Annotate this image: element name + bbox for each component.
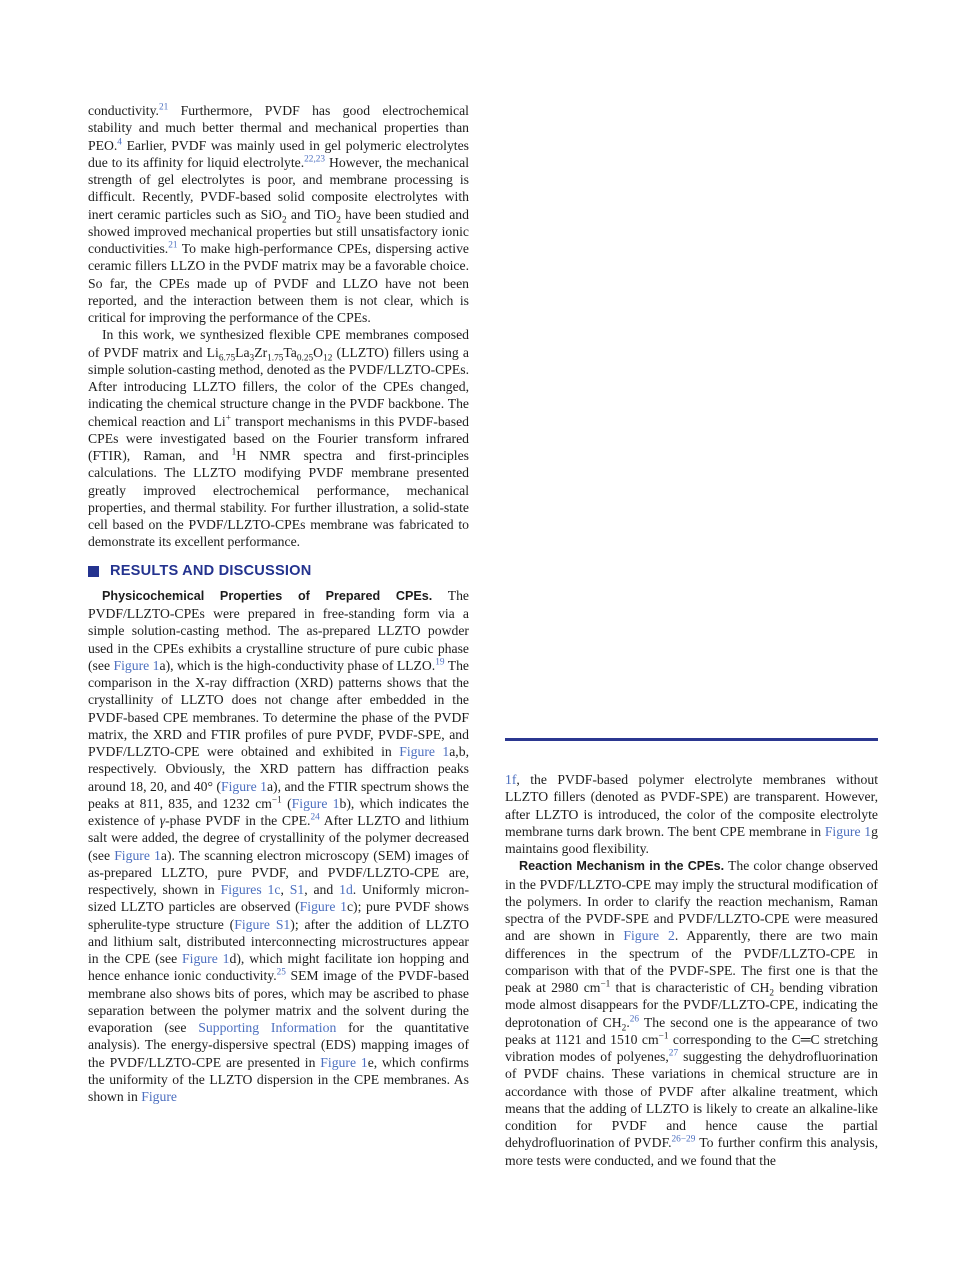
body-text: La bbox=[235, 344, 250, 360]
body-text: . bbox=[626, 1014, 630, 1030]
citation-link[interactable]: 22,23 bbox=[304, 154, 326, 165]
body-text: transport mechanisms in this PVDF-based CPEs were investigated based on the Fourier transform infrared (FTIR), Raman, and bbox=[88, 413, 469, 463]
body-text: c); pure PVDF shows spherulite-type structure ( bbox=[88, 899, 469, 932]
subscript: 2 bbox=[621, 1023, 627, 1034]
body-text: a), which is the high-conductivity phase of LLZO. bbox=[159, 657, 436, 673]
subscript: 2 bbox=[281, 215, 287, 226]
citation-link[interactable]: 21 bbox=[158, 102, 169, 113]
left-column bbox=[88, 102, 469, 1105]
paragraph bbox=[88, 326, 469, 550]
reference-link[interactable]: 1f bbox=[505, 772, 517, 787]
body-text: corresponding to the C═C stretching vibration modes of polyenes, bbox=[505, 1031, 878, 1064]
figure-placeholder-rule bbox=[505, 102, 878, 741]
left-column-intro-paragraphs bbox=[88, 102, 469, 551]
body-text: SEM image of the PVDF-based membrane also shows bits of pores, which may be ascribed to phase separation between the polymer matrix and the solvent during the evaporation (see bbox=[88, 968, 469, 1035]
body-text: a), and the FTIR spectrum shows the peaks at 811, 835, and 1232 cm bbox=[88, 778, 469, 811]
body-text: The comparison in the X-ray diffraction (XRD) patterns shows that the crystallinity of LLZTO does not change after embedded in the PVDF-based CPE membranes. To determine the phase of the PVDF matrix, the XRD and FTIR profiles of pure PVDF, PVDF-SPE, and PVDF/LLZTO-CPE were obtained and exhibited in bbox=[88, 657, 469, 759]
subscript: 1.75 bbox=[267, 353, 284, 364]
body-text: Zr bbox=[254, 344, 268, 360]
run-in-heading: Physicochemical Properties of Prepared CPEs. bbox=[102, 588, 433, 603]
body-text: have been studied and showed improved mechanical properties but still unsatisfactory ionic conductivities. bbox=[88, 206, 469, 256]
body-text: bending vibration mode almost disappears for the PVDF/LLZTO-CPE, indicating the deprotonation of CH bbox=[505, 980, 878, 1030]
reference-link[interactable]: S1 bbox=[289, 882, 305, 897]
body-text: Furthermore, PVDF has good electrochemical stability and much better thermal and mechanical properties than PEO. bbox=[88, 103, 469, 153]
body-text: The second one is the appearance of two peaks at 1121 and 1510 cm bbox=[505, 1014, 878, 1047]
body-text: . Uniformly micron-sized LLZTO particles are observed ( bbox=[88, 882, 470, 915]
reference-link[interactable]: 1d bbox=[339, 882, 353, 897]
body-text: g maintains good flexibility. bbox=[505, 823, 878, 856]
body-text: The color change observed in the PVDF/LLZTO-CPE may imply the structural modification of the polymers. In order to clarify the reaction mechanism, Raman spectra of the PVDF-SPE and PVDF/LLZTO-CPE were measured and are shown in bbox=[505, 858, 878, 944]
reference-link[interactable]: Figure 1 bbox=[220, 778, 267, 794]
body-text: To make high-performance CPEs, dispersing active ceramic fillers LLZO in the PVDF matrix may be a favorable choice. So far, the CPEs made up of PVDF and LLZO have not been reported, and the interaction between them is not clear, which is critical for improving the performance of the CPEs. bbox=[88, 241, 469, 325]
body-text: Earlier, PVDF was mainly used in gel polymeric electrolytes due to its affinity for liquid electrolyte. bbox=[88, 137, 469, 170]
body-text: ( bbox=[281, 795, 292, 811]
subscript: 3 bbox=[249, 353, 255, 364]
body-text: and TiO bbox=[286, 206, 337, 222]
body-text: After LLZTO and lithium salt were added, the degree of crystallinity of the polymer decreased (see bbox=[88, 813, 470, 863]
reference-link[interactable]: Figure bbox=[141, 1089, 177, 1104]
subscript: 0.25 bbox=[296, 353, 314, 364]
reference-link[interactable]: Figure 2 bbox=[623, 928, 675, 944]
body-text-italic: γ bbox=[159, 813, 166, 828]
citation-link[interactable]: 27 bbox=[668, 1048, 679, 1059]
body-text: that is characteristic of CH bbox=[610, 980, 770, 995]
body-text: conductivity. bbox=[88, 103, 159, 118]
right-column-paragraphs bbox=[505, 771, 878, 1169]
paragraph bbox=[88, 587, 469, 1106]
body-text: Ta bbox=[283, 344, 297, 360]
body-text: suggesting the dehydrofluorination of PVDF chains. These variations in chemical structure are in accordance with those of PVDF after alkaline treatment, which means that the adding of LLZTO is likely to create an alkaline-like condition for PVDF and hence cause the partial dehydrofluorination of PVDF. bbox=[505, 1049, 878, 1151]
body-text: d), which might facilitate ion hopping and hence enhance ionic conductivity. bbox=[88, 951, 469, 984]
paragraph bbox=[505, 857, 878, 1169]
reference-link[interactable]: Figure 1 bbox=[299, 899, 347, 915]
citation-link[interactable]: 24 bbox=[310, 812, 320, 823]
reference-link[interactable]: Figure S1 bbox=[234, 916, 291, 932]
reference-link[interactable]: Figure 1 bbox=[824, 823, 872, 839]
citation-link[interactable]: 4 bbox=[117, 136, 122, 147]
body-text: , and bbox=[304, 882, 340, 897]
body-text: In this work, we synthesized flexible CPE membranes composed of PVDF matrix and Li bbox=[88, 327, 469, 360]
reference-link[interactable]: Supporting Information bbox=[198, 1020, 337, 1035]
reference-link[interactable]: Figure 1 bbox=[114, 847, 161, 863]
body-text: O bbox=[313, 344, 324, 360]
body-text: To further confirm this analysis, more tests were conducted, and we found that the bbox=[505, 1135, 878, 1168]
section-heading-results-and-discussion bbox=[88, 563, 469, 580]
run-in-heading: Reaction Mechanism in the CPEs. bbox=[519, 859, 725, 874]
reference-link[interactable]: Figure 1 bbox=[182, 951, 230, 966]
body-text: for the quantitative analysis). The energy-dispersive spectral (EDS) mapping images of the PVDF/LLZTO-CPE are presented in bbox=[88, 1020, 470, 1070]
citation-link[interactable]: 26 bbox=[629, 1013, 640, 1024]
body-text: a). The scanning electron microscopy (SEM) images of as-prepared LLZTO, pure PVDF, and PVDF/LLZTO-CPE are, respectively, shown in bbox=[88, 847, 469, 897]
reference-link[interactable]: Figure 1 bbox=[320, 1054, 368, 1070]
subscript: 2 bbox=[336, 215, 341, 226]
superscript: 1 bbox=[231, 447, 237, 458]
paragraph bbox=[88, 102, 469, 326]
citation-link[interactable]: 19 bbox=[435, 657, 445, 668]
reference-link[interactable]: Figure 1 bbox=[113, 657, 160, 673]
subscript: 12 bbox=[323, 353, 333, 364]
superscript: −1 bbox=[600, 979, 611, 990]
left-column-results-paragraphs bbox=[88, 587, 469, 1106]
body-text: -phase PVDF in the CPE. bbox=[165, 813, 311, 828]
subscript: 2 bbox=[769, 988, 775, 999]
body-text: H NMR spectra and first-principles calculations. The LLZTO modifying PVDF membrane presented greatly improved electrochemical performance, mechanical properties, and thermal stability. For further illustration, a solid-state cell based on the PVDF/LLZTO-CPEs membrane was fabricated to demonstrate its excellent performance. bbox=[88, 448, 470, 550]
body-text: e, which confirms the uniformity of the LLZTO dispersion in the CPE membranes. As shown in bbox=[88, 1054, 469, 1104]
body-text: , bbox=[280, 882, 290, 897]
right-column bbox=[505, 102, 878, 1169]
superscript: −1 bbox=[271, 795, 282, 806]
citation-link[interactable]: 21 bbox=[168, 240, 178, 251]
citation-link[interactable]: 26−29 bbox=[671, 1134, 696, 1145]
body-text: b), which indicates the existence of bbox=[88, 795, 469, 828]
body-text: a,b, respectively. Obviously, the XRD pattern has diffraction peaks around 18, 20, and 40° ( bbox=[88, 744, 469, 794]
paragraph bbox=[505, 771, 878, 857]
body-text: . Apparently, there are two main differences in the spectrum of the PVDF/LLZTO-CPE in comparison with that of the PVDF-SPE. The first one is that the peak at 2980 cm bbox=[505, 928, 878, 995]
section-bullet-icon bbox=[88, 566, 99, 577]
body-text: The PVDF/LLZTO-CPEs were prepared in free-standing form via a simple solution-casting method. The as-prepared LLZTO powder used in the CPEs exhibits a crystalline structure of pure cubic phase (see bbox=[88, 587, 469, 673]
subscript: 6.75 bbox=[218, 353, 236, 364]
reference-link[interactable]: Figures 1c bbox=[220, 882, 281, 897]
section-heading-label: RESULTS AND DISCUSSION bbox=[110, 562, 312, 579]
citation-link[interactable]: 25 bbox=[276, 967, 286, 978]
reference-link[interactable]: Figure 1 bbox=[291, 795, 340, 811]
body-text: However, the mechanical strength of gel electrolytes is poor, and membrane processing is difficult. Recently, PVDF-based solid composite electrolytes with inert ceramic particles such as SiO bbox=[88, 154, 469, 222]
body-text: (LLZTO) fillers using a simple solution-casting method, denoted as the PVDF/LLZTO-CPEs. After introducing LLZTO fillers, the color of the CPEs changed, indicating the chemical structure change in the PVDF backbone. The chemical reaction and Li bbox=[88, 344, 469, 429]
superscript: + bbox=[225, 412, 231, 423]
reference-link[interactable]: Figure 1 bbox=[399, 744, 450, 759]
superscript: −1 bbox=[658, 1031, 669, 1042]
body-text: , the PVDF-based polymer electrolyte membranes without LLZTO fillers (denoted as PVDF-SPE) are transparent. However, after LLZTO is introduced, the color of the composite electrolyte membrane turns dark brown. The bent CPE membrane in bbox=[505, 772, 878, 839]
body-text: ); after the addition of LLZTO and lithium salt, distributed interconnecting microstructures appear in the CPE (see bbox=[88, 916, 469, 966]
